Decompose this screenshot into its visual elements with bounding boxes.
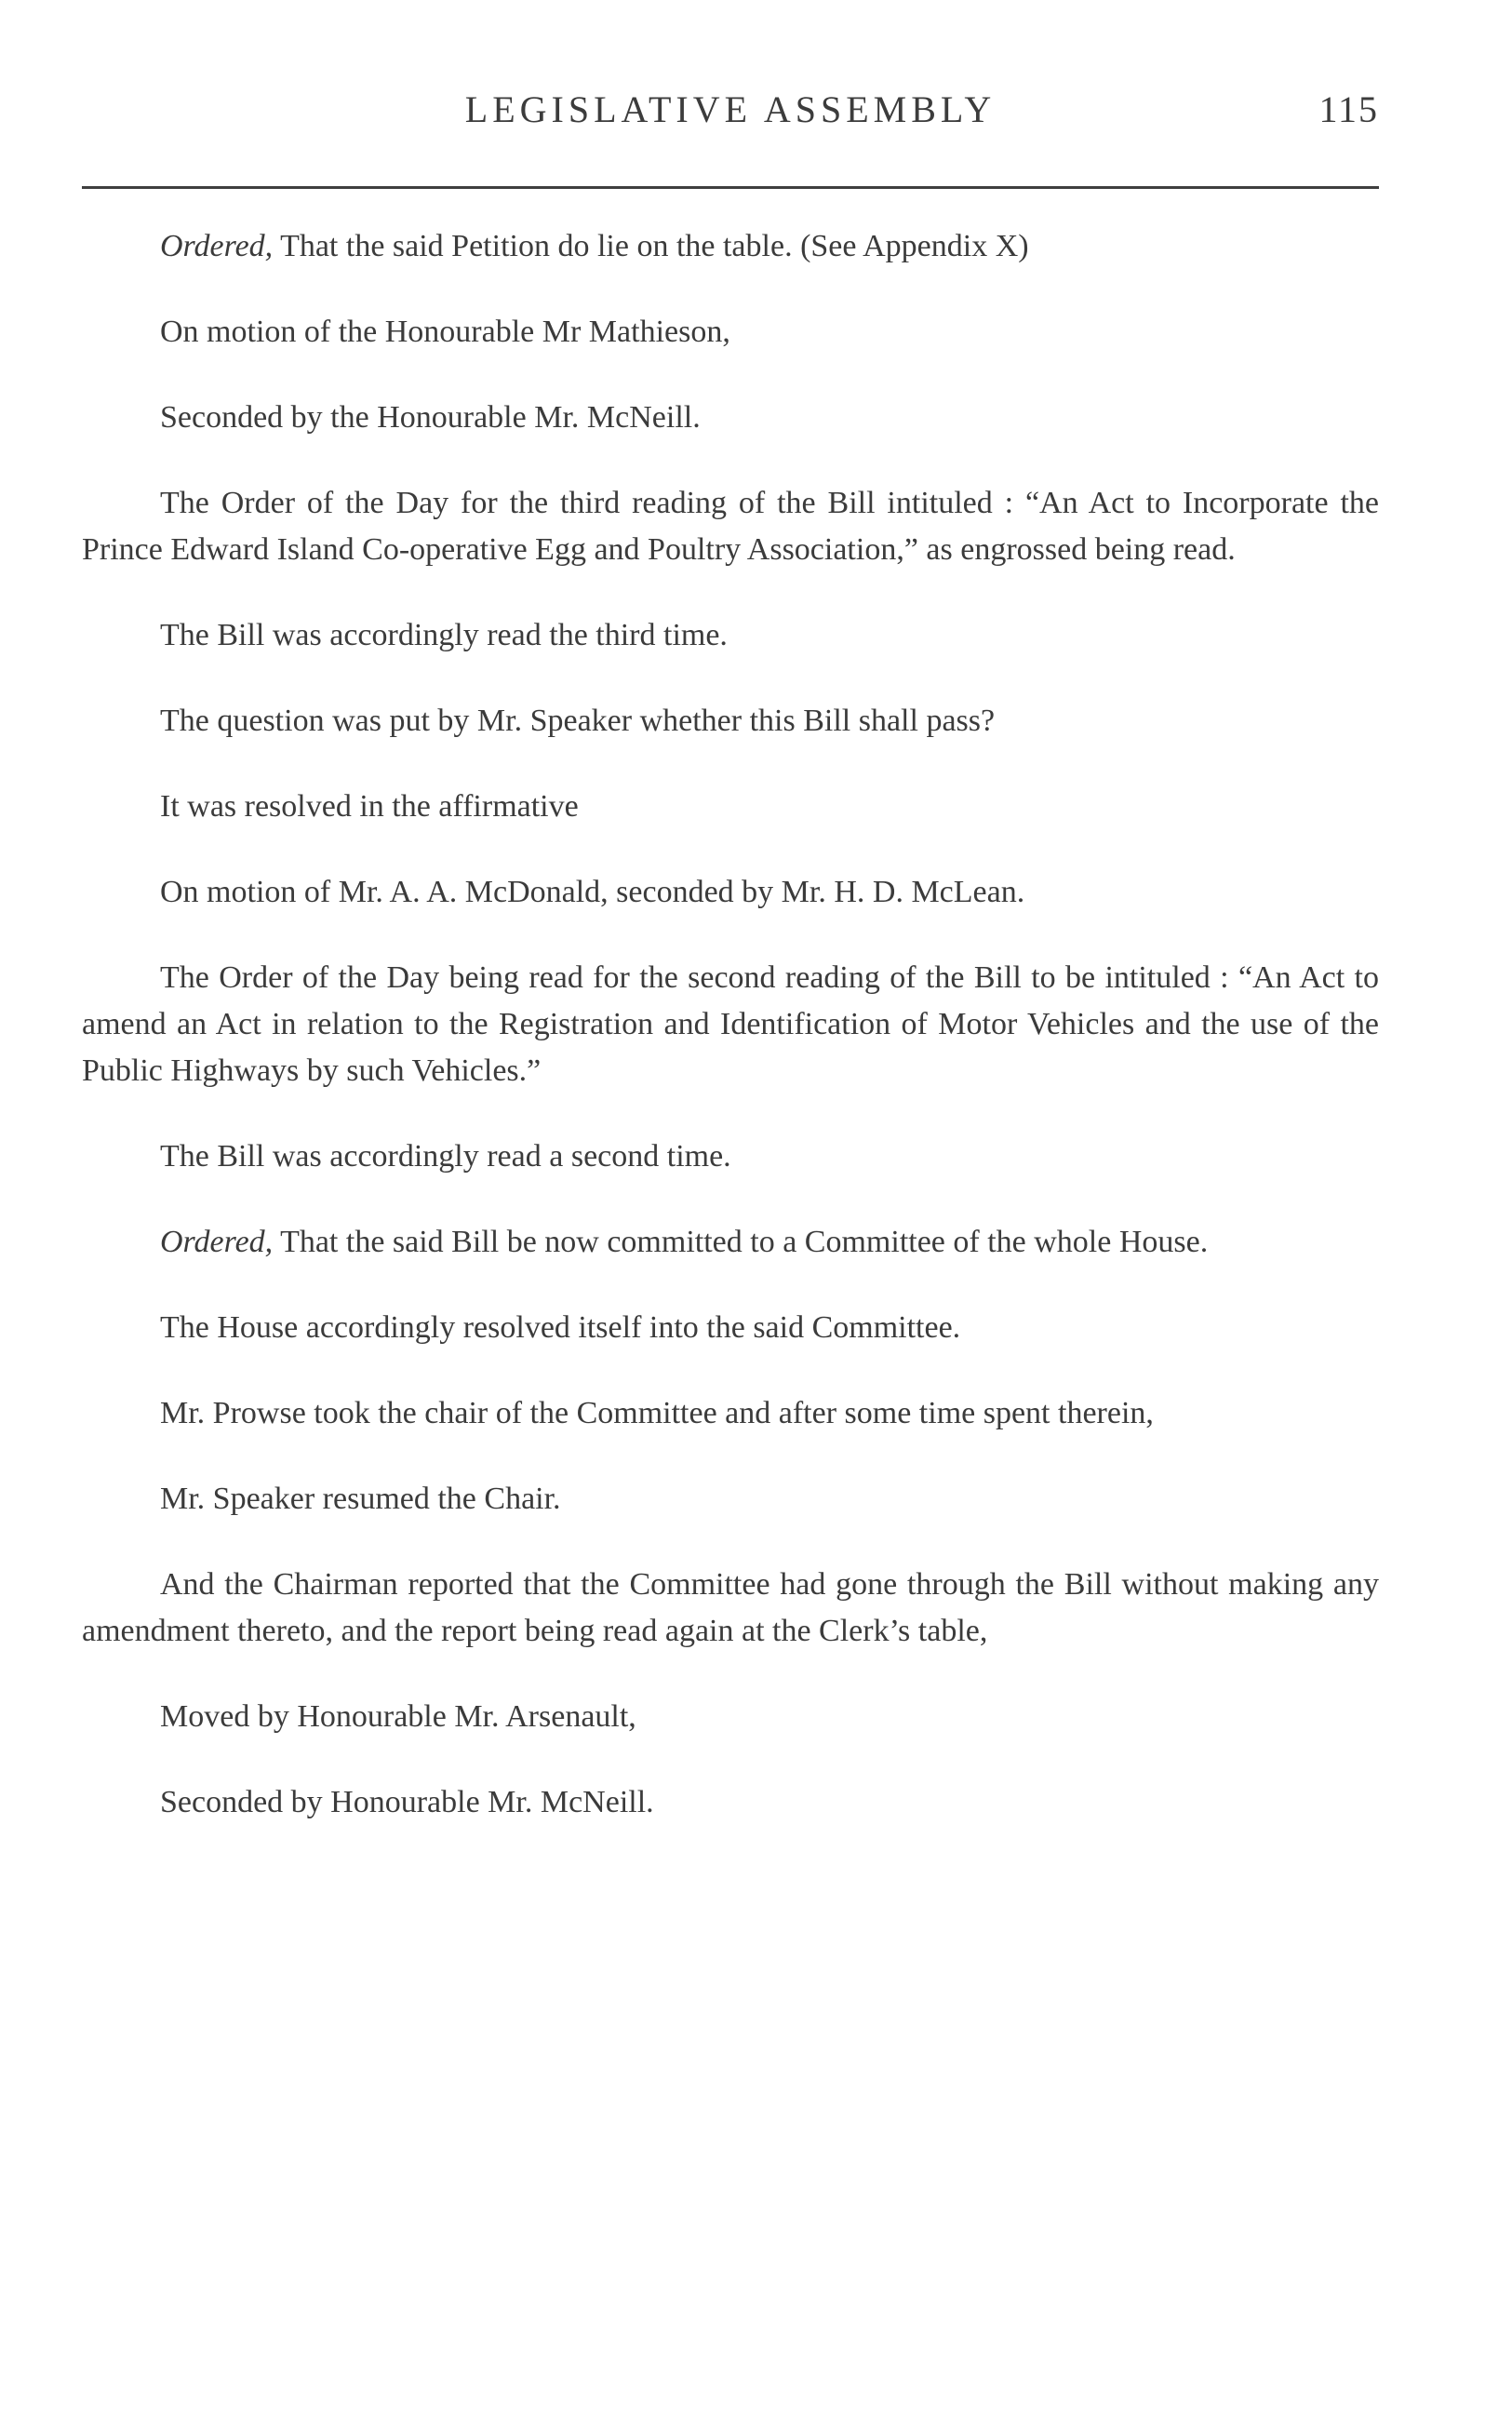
paragraph-resolved xyxy=(82,784,1379,830)
paragraph-seconded-by xyxy=(82,1779,1379,1826)
paragraph-text: Moved by Honourable Mr. Arsenault, xyxy=(160,1699,636,1734)
paragraph-third-reading xyxy=(82,612,1379,659)
paragraph-house-resolved xyxy=(82,1305,1379,1351)
paragraph-text: And the Chairman reported that the Committee had gone through the Bill without making any amendment thereto, and the report being read again at the Clerk’s table, xyxy=(82,1567,1379,1648)
paragraph-text: The Bill was accordingly read a second time. xyxy=(160,1139,731,1174)
paragraph-text: The question was put by Mr. Speaker whether this Bill shall pass? xyxy=(160,704,996,738)
paragraph-text: The Bill was accordingly read the third time. xyxy=(160,618,728,652)
paragraph-prowse-chair xyxy=(82,1390,1379,1437)
paragraph-ordered-petition xyxy=(82,223,1379,270)
paragraph-text: Mr. Speaker resumed the Chair. xyxy=(160,1482,561,1516)
paragraph-motion xyxy=(82,309,1379,355)
paragraph-text: The Order of the Day being read for the second reading of the Bill to be intituled : “An Act to amend an Act in relation to the Registration and Identification of Motor Vehicles and the use of the Public Highways by such Vehicles.” xyxy=(82,960,1379,1088)
running-head xyxy=(82,82,1379,138)
body-text xyxy=(82,223,1379,1865)
paragraph-second-reading xyxy=(82,1134,1379,1180)
paragraph-third-reading-order xyxy=(82,480,1379,573)
page-number: 115 xyxy=(1318,88,1379,130)
paragraph-speaker-resumed xyxy=(82,1476,1379,1523)
paragraph-chairman-report xyxy=(82,1562,1379,1655)
ordered-label: Ordered, xyxy=(160,229,274,263)
paragraph-text: Mr. Prowse took the chair of the Committee and after some time spent therein, xyxy=(160,1396,1154,1430)
paragraph-seconded xyxy=(82,395,1379,441)
paragraph-moved-by xyxy=(82,1694,1379,1740)
paragraph-question xyxy=(82,698,1379,744)
paragraph-text: On motion of Mr. A. A. McDonald, seconded by Mr. H. D. McLean. xyxy=(160,875,1025,909)
paragraph-text: The House accordingly resolved itself into the said Committee. xyxy=(160,1310,961,1345)
paragraph-motion-mcdonald xyxy=(82,869,1379,916)
paragraph-text: On motion of the Honourable Mr Mathieson, xyxy=(160,315,730,349)
header-rule xyxy=(82,186,1379,189)
paragraph-ordered-committee xyxy=(82,1219,1379,1266)
paragraph-text: The Order of the Day for the third reading of the Bill intituled : “An Act to Incorporate the Prince Edward Island Co-operative Egg and Poultry Association,” as engrossed being read. xyxy=(82,486,1379,567)
running-title: LEGISLATIVE ASSEMBLY xyxy=(464,88,997,130)
paragraph-text: That the said Bill be now committed to a Committee of the whole House. xyxy=(273,1225,1209,1259)
paragraph-text: It was resolved in the affirmative xyxy=(160,789,579,824)
paragraph-second-reading-order xyxy=(82,955,1379,1094)
paragraph-text: Seconded by the Honourable Mr. McNeill. xyxy=(160,400,701,435)
paragraph-text: That the said Petition do lie on the table. (See Appendix X) xyxy=(273,229,1029,263)
paragraph-text: Seconded by Honourable Mr. McNeill. xyxy=(160,1785,654,1819)
ordered-label: Ordered, xyxy=(160,1225,274,1259)
